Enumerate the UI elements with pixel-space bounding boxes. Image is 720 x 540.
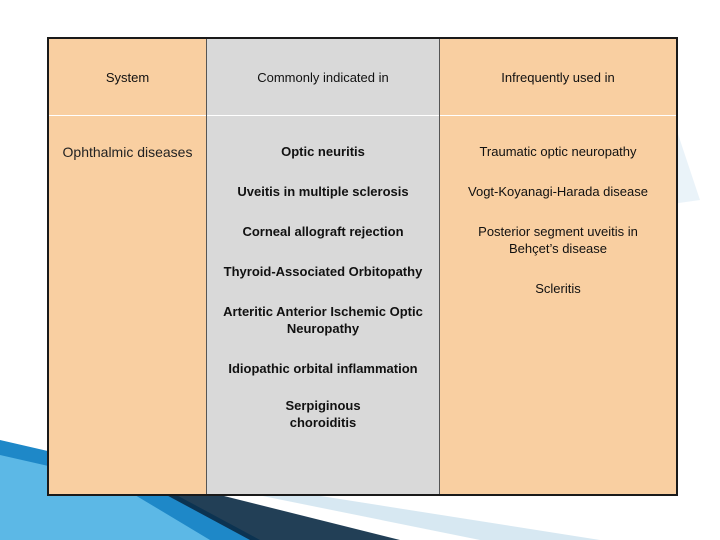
- infrequently-used-column: [440, 39, 676, 494]
- common-item: Uveitis in multiple sclerosis: [237, 184, 409, 199]
- infrequent-item: Traumatic optic neuropathy: [479, 144, 637, 159]
- system-name: Ophthalmic diseases: [62, 144, 193, 160]
- infrequent-item: Posterior segment uveitis in Behçet’s disease: [478, 224, 638, 256]
- common-item: Idiopathic orbital inflammation: [228, 361, 418, 376]
- comparison-table: [47, 37, 678, 496]
- common-item: Serpiginous choroiditis: [285, 398, 361, 430]
- infrequently-used-header: Infrequently used in: [440, 39, 676, 116]
- commonly-indicated-column: [207, 39, 440, 494]
- common-item: Corneal allograft rejection: [242, 224, 404, 239]
- infrequent-item: Vogt-Koyanagi-Harada disease: [468, 184, 648, 199]
- commonly-indicated-header: Commonly indicated in: [207, 39, 439, 116]
- system-header: System: [49, 39, 206, 116]
- common-item: Thyroid-Associated Orbitopathy: [223, 264, 423, 279]
- common-item: Optic neuritis: [281, 144, 365, 159]
- infrequent-item: Scleritis: [535, 281, 581, 296]
- system-column: [49, 39, 207, 494]
- common-item: Arteritic Anterior Ischemic Optic Neuropathy: [223, 304, 423, 336]
